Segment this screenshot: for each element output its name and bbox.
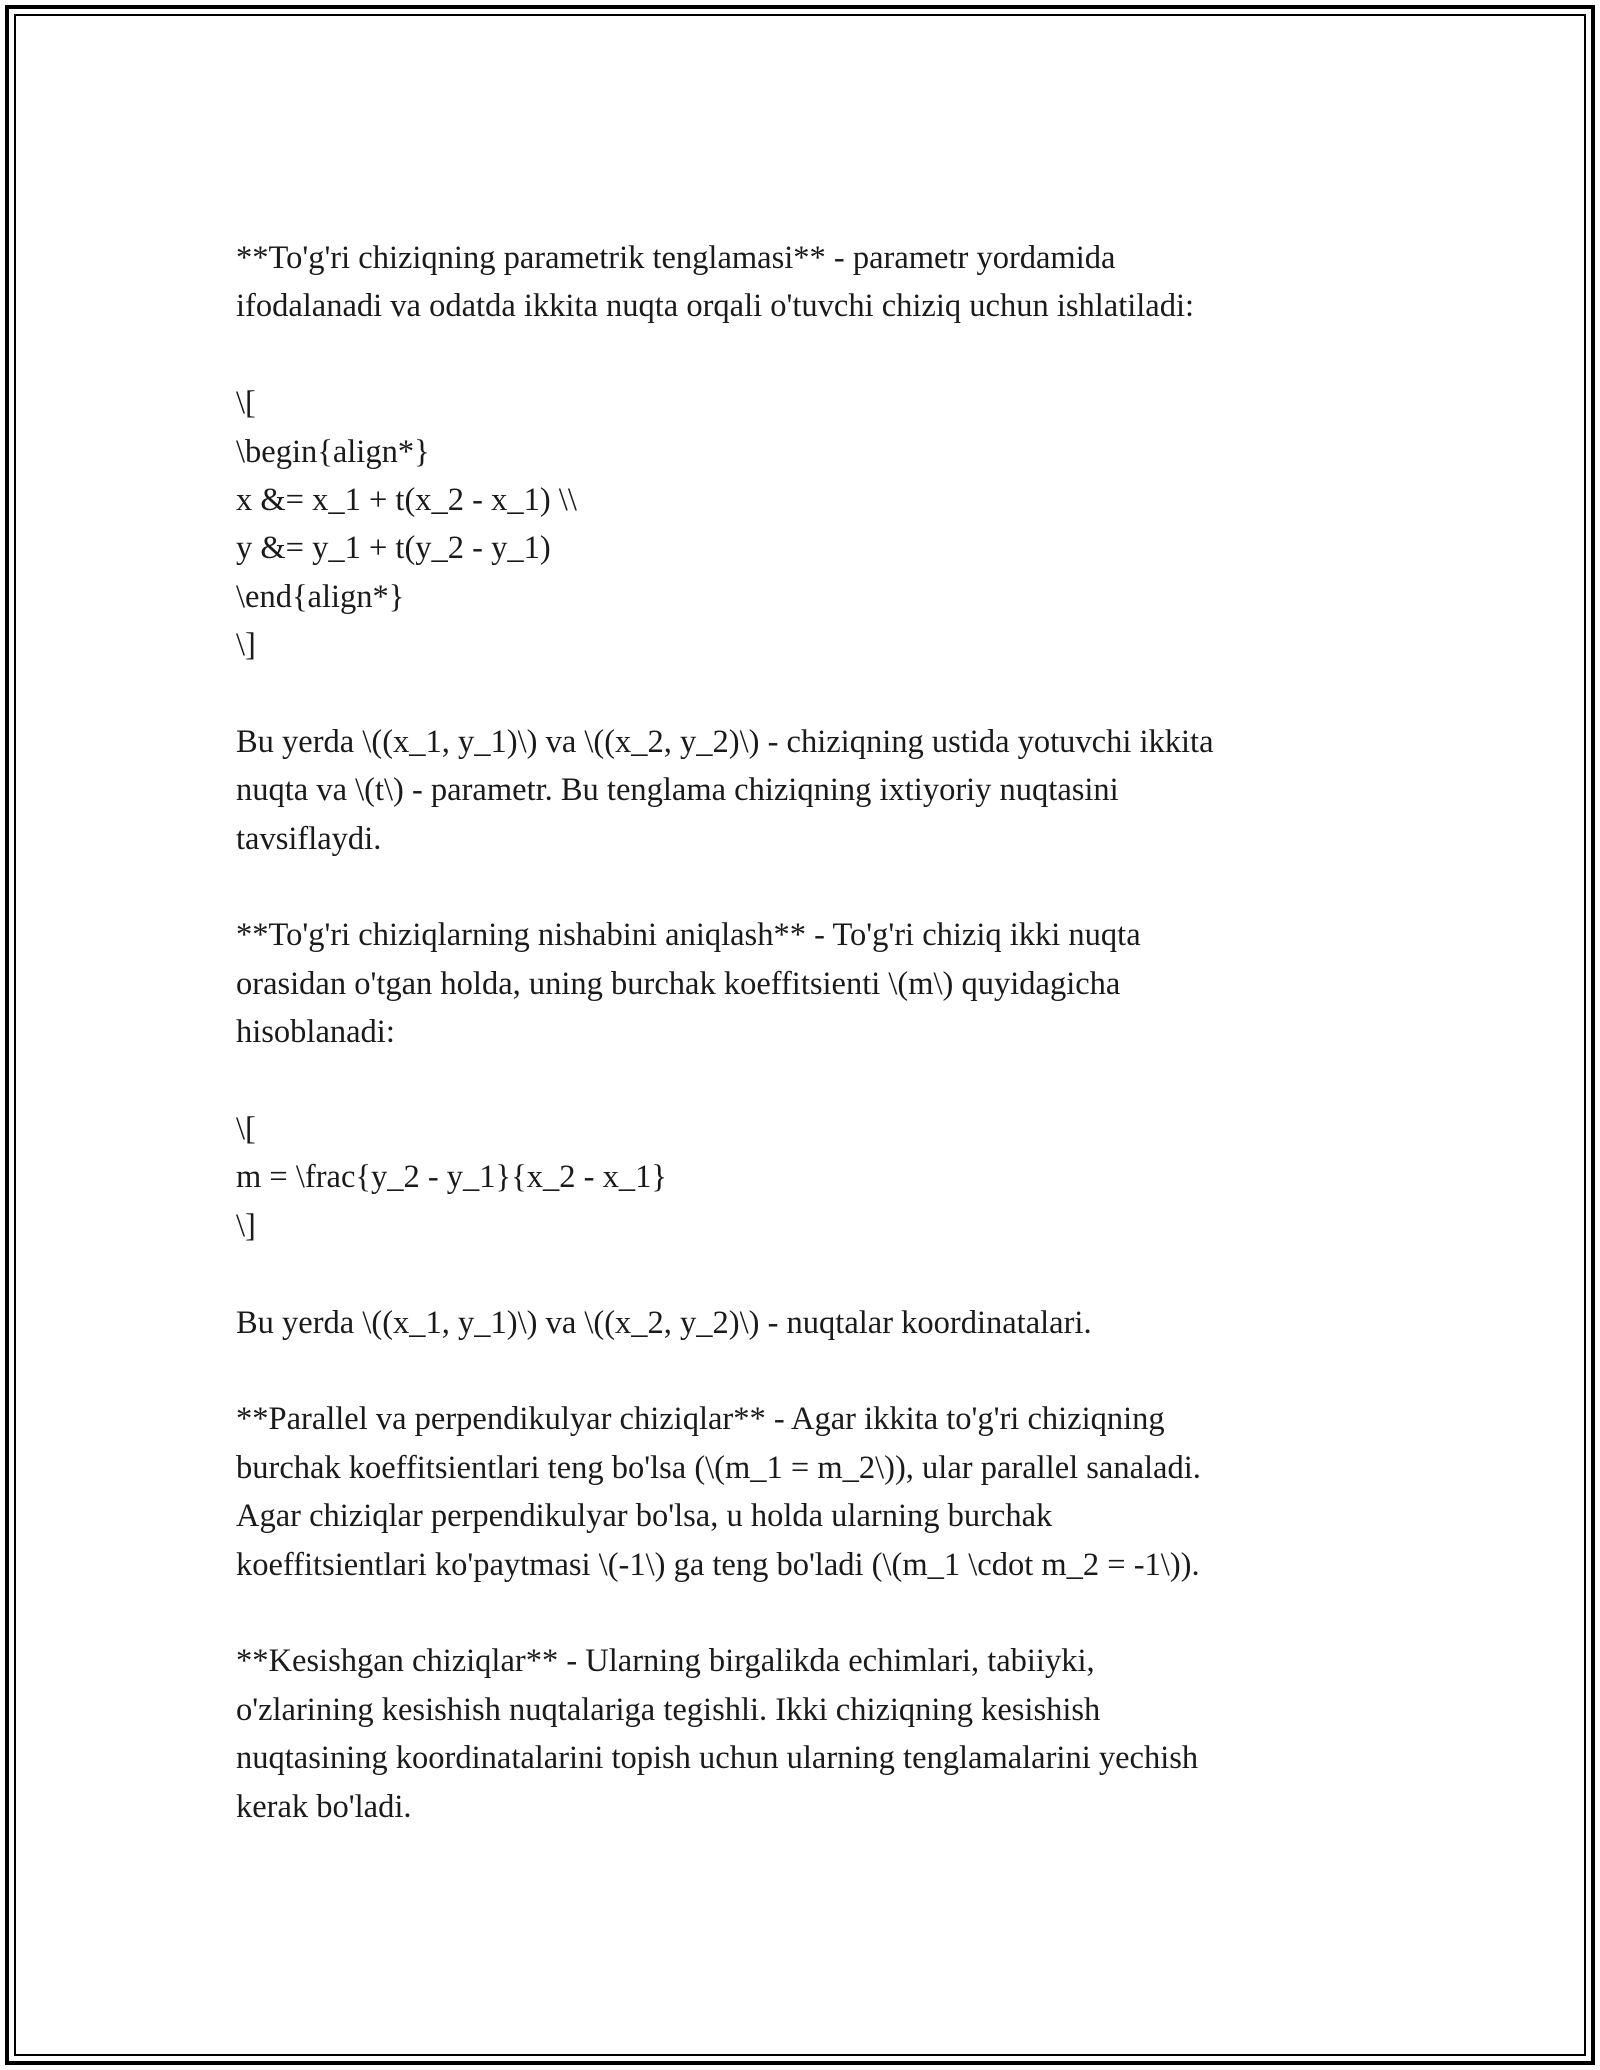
text-line: Agar chiziqlar perpendikulyar bo'lsa, u holda ularning burchak (236, 1498, 1053, 1535)
blank-line (236, 1347, 1386, 1395)
blank-line (236, 1589, 1386, 1637)
text-line: **To'g'ri chiziqlarning nishabini aniqlash** - To'g'ri chiziq ikki nuqta (236, 917, 1141, 954)
blank-line (236, 1250, 1386, 1298)
latex-line: x &= x_1 + t(x_2 - x_1) \\ (236, 481, 577, 518)
latex-line: \[ (236, 385, 256, 422)
latex-line: y &= y_1 + t(y_2 - y_1) (236, 530, 551, 567)
latex-line: \] (236, 1207, 256, 1244)
text-line: nuqtasining koordinatalarini topish uchun ularning tenglamalarini yechish (236, 1740, 1199, 1777)
text-line: ifodalanadi va odatda ikkita nuqta orqali o'tuvchi chiziq uchun ishlatiladi: (236, 288, 1195, 325)
text-line: **Kesishgan chiziqlar** - Ularning birgalikda echimlari, tabiiyki, (236, 1643, 1095, 1680)
latex-line: m = \frac{y_2 - y_1}{x_2 - x_1} (236, 1159, 667, 1196)
latex-line: \[ (236, 1111, 256, 1148)
latex-line: \] (236, 627, 256, 664)
document-body (236, 234, 1386, 1831)
text-line: Bu yerda \((x_1, y_1)\) va \((x_2, y_2)\) - chiziqning ustida yotuvchi ikkita (236, 723, 1214, 760)
blank-line (236, 331, 1386, 379)
blank-line (236, 670, 1386, 718)
text-line: tavsiflaydi. (236, 820, 382, 857)
blank-line (236, 863, 1386, 911)
text-line: Bu yerda \((x_1, y_1)\) va \((x_2, y_2)\) - nuqtalar koordinatalari. (236, 1304, 1092, 1341)
text-line: o'zlarining kesishish nuqtalariga tegishli. Ikki chiziqning kesishish (236, 1691, 1101, 1728)
text-line: nuqta va \(t\) - parametr. Bu tenglama chiziqning ixtiyoriy nuqtasini (236, 772, 1119, 809)
text-line: koeffitsientlari ko'paytmasi \(-1\) ga teng bo'ladi (\(m_1 \cdot m_2 = -1\)). (236, 1546, 1200, 1583)
latex-line: \begin{align*} (236, 433, 430, 470)
text-line: kerak bo'ladi. (236, 1788, 412, 1825)
text-line: burchak koeffitsientlari teng bo'lsa (\(m_1 = m_2\)), ular parallel sanaladi. (236, 1449, 1201, 1486)
text-line: hisoblanadi: (236, 1014, 395, 1051)
text-line: **Parallel va perpendikulyar chiziqlar** - Agar ikkita to'g'ri chiziqning (236, 1401, 1165, 1438)
blank-line (236, 1057, 1386, 1105)
text-line: **To'g'ri chiziqning parametrik tenglamasi** - parametr yordamida (236, 240, 1116, 276)
latex-line: \end{align*} (236, 578, 405, 615)
text-line: orasidan o'tgan holda, uning burchak koeffitsienti \(m\) quyidagicha (236, 965, 1121, 1002)
